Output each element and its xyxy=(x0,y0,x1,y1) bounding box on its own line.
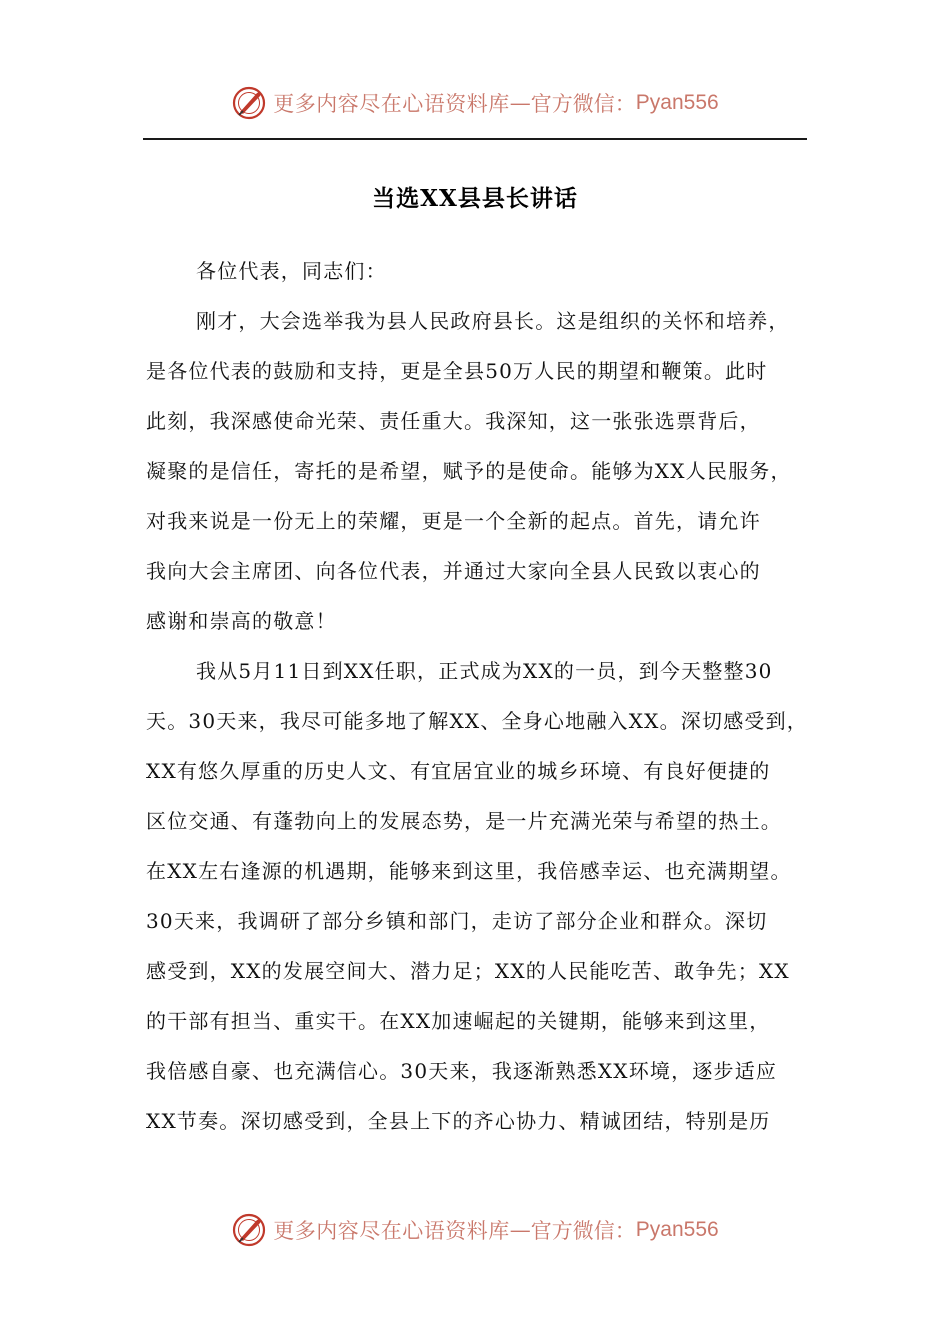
paragraph-line: 我倍感自豪、也充满信心。30天来，我逐渐熟悉XX环境，逐步适应 xyxy=(146,1059,778,1083)
paragraph-line: 我从5月11日到XX任职，正式成为XX的一员，到今天整整30 xyxy=(196,659,773,683)
paragraph-line: 感受到，XX的发展空间大、潜力足；XX的人民能吃苦、敢争先；XX xyxy=(146,959,790,983)
salutation-line: 各位代表，同志们： xyxy=(196,259,387,283)
paragraph-line: XX节奏。深切感受到，全县上下的齐心协力、精诚团结，特别是历 xyxy=(146,1109,771,1133)
paragraph-line: 我向大会主席团、向各位代表，并通过大家向全县人民致以衷心的 xyxy=(146,559,761,583)
paragraph-line: 区位交通、有蓬勃向上的发展态势，是一片充满光荣与希望的热土。 xyxy=(146,809,782,833)
paragraph-line: 30天来，我调研了部分乡镇和部门，走访了部分企业和群众。深切 xyxy=(146,909,768,933)
paragraph-line: 在XX左右逢源的机遇期，能够来到这里，我倍感幸运、也充满期望。 xyxy=(146,859,792,883)
footer-wechat-id: Pyan556 xyxy=(635,1218,719,1241)
document-title: 当选XX县县长讲话 xyxy=(372,185,578,212)
document-body xyxy=(146,246,814,1146)
header-wechat-label: 官方微信： xyxy=(530,92,636,116)
header-banner xyxy=(0,80,950,126)
paragraph-line: 的干部有担当、重实干。在XX加速崛起的关键期，能够来到这里， xyxy=(146,1009,771,1033)
paragraph-line: 对我来说是一份无上的荣耀，更是一个全新的起点。首先，请允许 xyxy=(146,509,761,533)
paragraph-line: 此刻，我深感使命光荣、责任重大。我深知，这一张张选票背后， xyxy=(146,409,761,433)
footer-separator: — xyxy=(509,1218,531,1242)
header-separator: — xyxy=(509,91,531,115)
paragraph-line: 是各位代表的鼓励和支持，更是全县50万人民的期望和鞭策。此时 xyxy=(146,359,768,383)
feather-pen-logo-icon xyxy=(231,85,267,121)
feather-pen-logo-icon xyxy=(231,1212,267,1248)
footer-wechat-label: 官方微信： xyxy=(530,1219,636,1243)
header-divider xyxy=(143,138,807,140)
paragraph-line: XX有悠久厚重的历史人文、有宜居宜业的城乡环境、有良好便捷的 xyxy=(146,759,771,783)
paragraph-line: 凝聚的是信任，寄托的是希望，赋予的是使命。能够为XX人民服务， xyxy=(146,459,792,483)
footer-site-text: 更多内容尽在心语资料库 xyxy=(273,1219,510,1243)
header-site-text: 更多内容尽在心语资料库 xyxy=(273,92,510,116)
paragraph-line: 感谢和崇高的敬意！ xyxy=(146,609,337,633)
footer-banner xyxy=(0,1207,950,1253)
paragraph-line: 天。30天来，我尽可能多地了解XX、全身心地融入XX。深切感受到， xyxy=(146,709,809,733)
paragraph-line: 刚才，大会选举我为县人民政府县长。这是组织的关怀和培养， xyxy=(196,309,790,333)
header-wechat-id: Pyan556 xyxy=(635,91,719,114)
